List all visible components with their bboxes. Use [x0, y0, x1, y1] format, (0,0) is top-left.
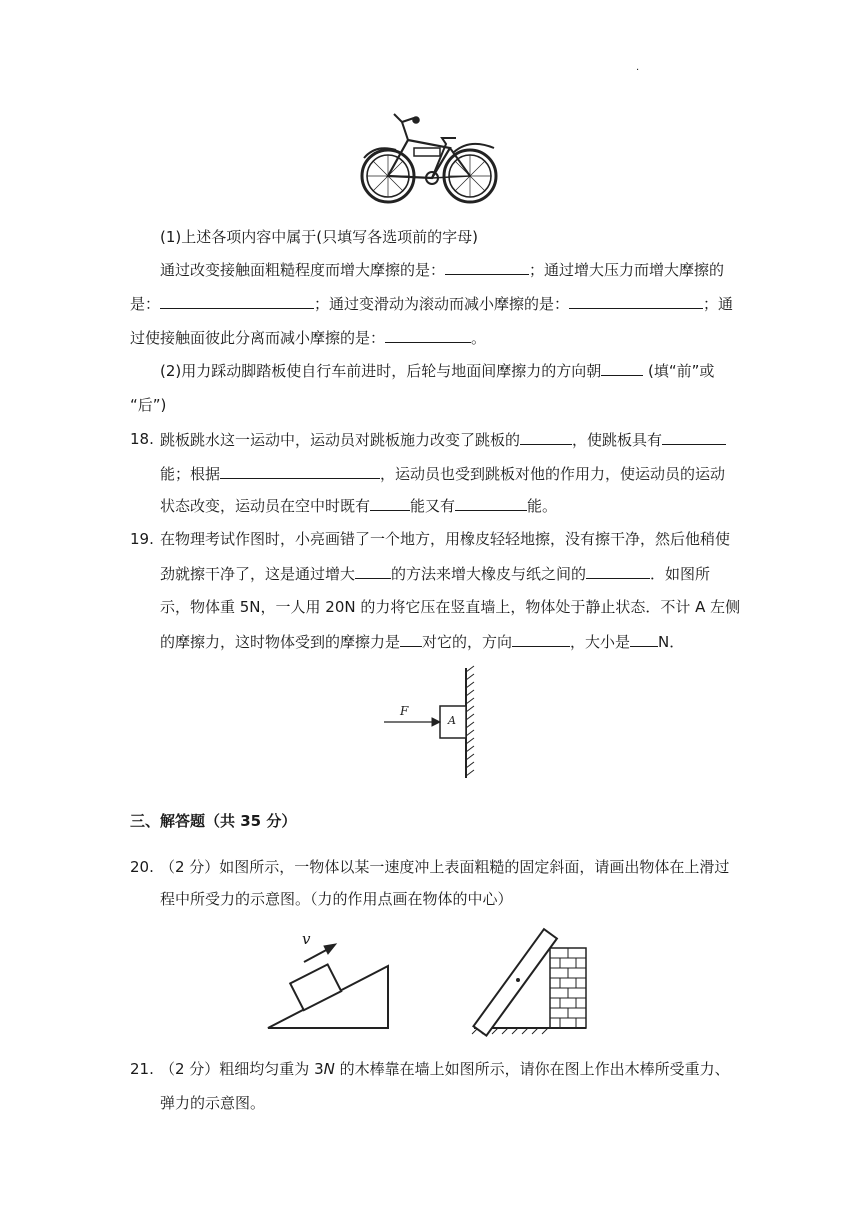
- velocity-label-v: v: [302, 930, 311, 948]
- q17-line3: [130, 292, 733, 315]
- question-number: 20.: [130, 858, 154, 876]
- q19-text: 对它的，方向: [422, 633, 513, 651]
- answer-blank[interactable]: [355, 562, 391, 579]
- q19-text: N．: [658, 633, 685, 651]
- q17-text: 。: [471, 329, 487, 347]
- incline-figure: [264, 932, 394, 1032]
- q19-line3: 示，物体重 5N，一人用 20N 的力将它压在竖直墙上，物体处于静止状态．不计 A 左侧: [160, 598, 741, 616]
- answer-blank[interactable]: [445, 258, 529, 275]
- q18-text: ，运动员也受到跳板对他的作用力，使运动员的运动: [380, 465, 726, 483]
- q18-line3: [160, 494, 557, 517]
- answer-blank[interactable]: [630, 630, 658, 647]
- q20-line2: 程中所受力的示意图。（力的作用点画在物体的中心）: [160, 890, 513, 908]
- answer-blank[interactable]: [601, 359, 643, 376]
- q21-text: （2 分）粗细均匀重为 3: [160, 1060, 324, 1078]
- q21-text: 的木棒靠在墙上如图所示，请你在图上作出木棒所受重力、: [334, 1060, 730, 1078]
- q17-text: ；通过增大压力而增大摩擦的: [529, 261, 725, 279]
- block-label-a: A: [448, 714, 456, 727]
- answer-blank[interactable]: [400, 630, 422, 647]
- q17-text: 过使接触面彼此分离而减小摩擦的是：: [130, 329, 386, 347]
- q19-text: 的摩擦力，这时物体受到的摩擦力是: [160, 633, 401, 651]
- q21-unit: N: [323, 1060, 335, 1078]
- q19-line1: 在物理考试作图时，小亮画错了一个地方，用橡皮轻轻地擦，没有擦干净，然后他稍使: [160, 530, 731, 548]
- q18-text: 跳板跳水这一运动中，运动员对跳板施力改变了跳板的: [160, 431, 521, 449]
- q18-text: 能。: [527, 497, 558, 515]
- stick-wall-figure: [468, 928, 592, 1036]
- q18-text: ，使跳板具有: [572, 431, 663, 449]
- answer-blank[interactable]: [569, 292, 703, 309]
- question-number: 19.: [130, 530, 154, 548]
- q18-line1: [160, 428, 726, 451]
- q17-line4: [130, 326, 486, 349]
- q17-text: ；通过变滑动为滚动而减小摩擦的是：: [314, 295, 570, 313]
- answer-blank[interactable]: [520, 428, 572, 445]
- q19-line4: [160, 630, 684, 653]
- answer-blank[interactable]: [586, 562, 650, 579]
- answer-blank[interactable]: [662, 428, 726, 445]
- force-label-f: F: [400, 704, 409, 718]
- q17-part2: [160, 359, 714, 382]
- q21-line1: [160, 1058, 730, 1080]
- q18-text: 能；根据: [160, 465, 221, 483]
- q17-text: (填“前”或: [643, 362, 715, 380]
- question-number: 18.: [130, 430, 154, 448]
- bicycle-illustration: [358, 108, 508, 208]
- q17-line6: “后”): [130, 396, 167, 414]
- q17-part1-intro: (1)上述各项内容中属于(只填写各选项前的字母): [160, 228, 478, 246]
- answer-blank[interactable]: [220, 462, 380, 479]
- q19-text: 的方法来增大橡皮与纸之间的: [391, 565, 587, 583]
- q19-text: ，大小是: [570, 633, 631, 651]
- page-mark: .: [636, 62, 640, 73]
- answer-blank[interactable]: [370, 494, 410, 511]
- q20-line1: （2 分）如图所示，一物体以某一速度冲上表面粗糙的固定斜面，请画出物体在上滑过: [160, 858, 730, 876]
- q18-text: 状态改变，运动员在空中时既有: [160, 497, 371, 515]
- q17-line2: [160, 258, 724, 281]
- question-number: 21.: [130, 1060, 154, 1078]
- answer-blank[interactable]: [512, 630, 570, 647]
- q17-text: (2)用力踩动脚踏板使自行车前进时，后轮与地面间摩擦力的方向朝: [160, 362, 602, 380]
- answer-blank[interactable]: [455, 494, 527, 511]
- section-title: 三、解答题（共 35 分）: [130, 812, 297, 830]
- wall-block-figure: [380, 664, 492, 780]
- q19-text: ．如图所: [650, 565, 711, 583]
- q18-text: 能又有: [410, 497, 456, 515]
- q19-text: 劲就擦干净了，这是通过增大: [160, 565, 356, 583]
- answer-blank[interactable]: [160, 292, 314, 309]
- q19-line2: [160, 562, 710, 585]
- q21-line2: 弹力的示意图。: [160, 1094, 266, 1112]
- q18-line2: [160, 462, 725, 485]
- q17-text: ；通: [703, 295, 734, 313]
- q17-text: 是：: [130, 295, 161, 313]
- q17-text: 通过改变接触面粗糙程度而增大摩擦的是：: [160, 261, 446, 279]
- answer-blank[interactable]: [385, 326, 471, 343]
